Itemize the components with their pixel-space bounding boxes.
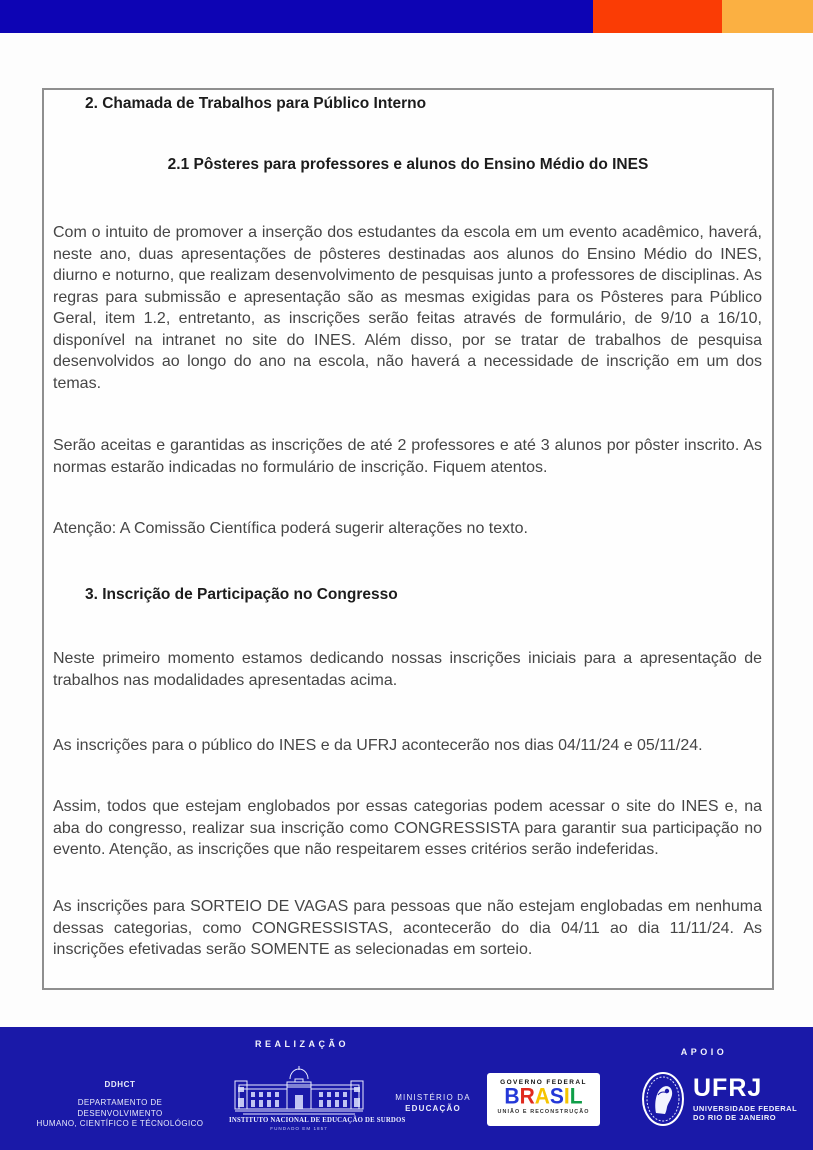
brasil-letter: B: [504, 1084, 520, 1109]
ines-founded: FUNDADO EM 1857: [270, 1126, 328, 1131]
paragraph-limite-inscricoes: Serão aceitas e garantidas as inscrições de até 2 professores e até 3 alunos por pôster inscrito. As normas estarão indicadas no formulário de inscrição. Fiquem atentos.: [53, 437, 762, 476]
ministerio-educacao-block: [395, 1092, 471, 1114]
ufrj-minerva-icon: [641, 1071, 685, 1127]
ines-logo: [229, 1065, 406, 1131]
top-bar-blue-segment: [0, 0, 593, 33]
ddhct-line1: DEPARTAMENTO DE DESENVOLVIMENTO: [77, 1098, 163, 1118]
section-heading-3: 3. Inscrição de Participação no Congresso: [85, 586, 398, 603]
paragraph-datas-inscricao: As inscrições para o público do INES e da UFRJ acontecerão nos dias 04/11/24 e 05/11/24.: [53, 737, 703, 754]
brasil-letter: A: [534, 1084, 550, 1109]
top-bar-orange-segment: [722, 0, 813, 33]
section-heading-2: 2. Chamada de Trabalhos para Público Interno: [85, 95, 427, 112]
mec-line2: EDUCAÇÃO: [405, 1104, 461, 1113]
ddhct-block: [35, 1080, 205, 1130]
section-heading-2-1: 2.1 Pôsteres para professores e alunos do Ensino Médio do INES: [167, 156, 649, 173]
uniao-reconstrucao-label: UNIÃO E RECONSTRUÇÃO: [497, 1109, 590, 1115]
top-bar-red-segment: [593, 0, 722, 33]
governo-federal-brasil-logo: [487, 1073, 600, 1126]
brasil-wordmark: [487, 1086, 600, 1108]
governo-federal-label: GOVERNO FEDERAL: [500, 1079, 587, 1086]
paragraph-atencao-comissao: Atenção: A Comissão Científica poderá sugerir alterações no texto.: [53, 520, 528, 537]
paragraph-primeiro-momento: Neste primeiro momento estamos dedicando nossas inscrições iniciais para a apresentação de trabalhos nas modalidades apresentadas acima.: [53, 650, 762, 689]
content-box: [42, 88, 774, 990]
paragraph-congressista: Assim, todos que estejam englobados por essas categorias podem acessar o site do INES e, na aba do congresso, realizar sua inscrição como CONGRESSISTA para garantir sua participação no evento. Atenção, as inscrições que não respeitarem esses critérios serão indeferidas.: [53, 798, 762, 858]
realizacao-label: REALIZAÇÃO: [255, 1039, 349, 1049]
brasil-letter: L: [569, 1084, 583, 1109]
mec-line1: MINISTÉRIO DA: [395, 1093, 471, 1102]
brasil-letter: R: [519, 1084, 535, 1109]
apoio-label: APOIO: [680, 1047, 728, 1057]
ines-name: INSTITUTO NACIONAL DE EDUCAÇÃO DE SURDOS: [229, 1117, 406, 1124]
footer: [0, 1027, 813, 1150]
ddhct-line2: HUMANO, CIENTÍFICO E TÉCNOLÓGICO: [36, 1119, 204, 1128]
ddhct-acronym: DDHCT: [104, 1080, 136, 1089]
ufrj-line2: DO RIO DE JANEIRO: [693, 1113, 777, 1122]
top-color-bars: [0, 0, 813, 33]
ufrj-logo: [641, 1071, 797, 1127]
ines-building-icon: [233, 1065, 365, 1115]
paragraph-sorteio-vagas: As inscrições para SORTEIO DE VAGAS para pessoas que não estejam englobadas em nenhuma dessas categorias, como CONGRESSISTAS, acontecerão do dia 04/11 ao dia 11/11/24. As inscrições efetivadas serão SOMENTE as selecionadas em sorteio.: [53, 898, 762, 958]
brasil-letter: I: [563, 1084, 570, 1109]
paragraph-intro-posteres: Com o intuito de promover a inserção dos estudantes da escola em um evento acadêmico, haverá, neste ano, duas apresentações de pôsteres destinadas aos alunos do Ensino Médio do INES, diurno e noturno, que realizam desenvolvimento de pesquisas junto a professores de disciplinas. As regras para submissão e apresentação são as mesmas exigidas para os Pôsteres para Público Geral, item 1.2, entretanto, as inscrições serão feitas através de formulário, de 9/10 a 16/10, disponível na intranet no site do INES. Além disso, por se tratar de trabalhos de pesquisa desenvolvidos ao longo do ano na escola, não haverá a necessidade de inscrição em um dos temas.: [53, 224, 762, 392]
brasil-letter: S: [549, 1084, 564, 1109]
ufrj-acronym: UFRJ: [693, 1073, 763, 1102]
ufrj-line1: UNIVERSIDADE FEDERAL: [693, 1103, 798, 1113]
